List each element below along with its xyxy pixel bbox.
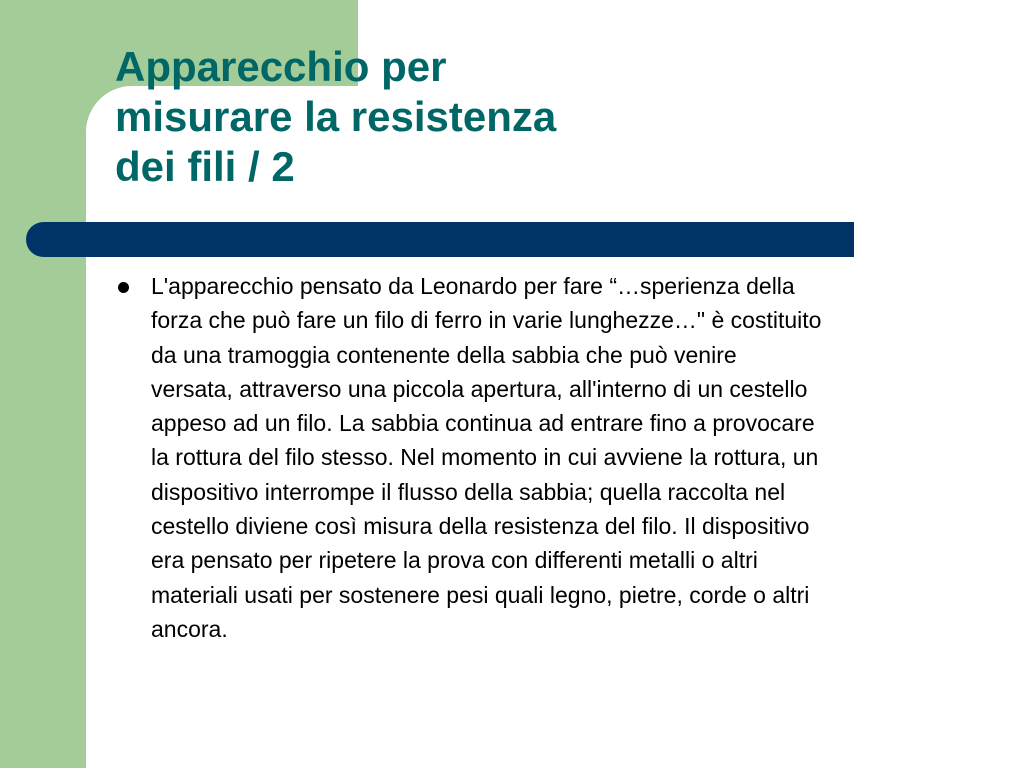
slide-title-line: dei fili / 2 <box>115 143 295 190</box>
bullet-text-line: era pensato per ripetere la prova con differenti metalli o altri <box>151 547 758 574</box>
bullet-text-line: ancora. <box>151 615 228 642</box>
slide-title-line: Apparecchio per <box>115 43 447 90</box>
bullet-text-line: L'apparecchio pensato da Leonardo per fare “…sperienza della <box>151 273 795 299</box>
bullet-text-line: forza che può fare un filo di ferro in varie lunghezze…" è costituito <box>151 307 822 334</box>
bullet-list <box>114 269 994 646</box>
bullet-text-line: versata, attraverso una piccola apertura, all'interno di un cestello <box>151 375 808 402</box>
slide-title-line: misurare la resistenza <box>115 93 557 140</box>
title-underline-bar <box>26 222 854 257</box>
bullet-text-line: materiali usati per sostenere pesi quali legno, pietre, corde o altri <box>151 581 810 608</box>
slide-title <box>115 42 755 192</box>
bullet-text-line: cestello diviene così misura della resistenza del filo. Il dispositivo <box>151 513 810 540</box>
bullet-text-line: appeso ad un filo. La sabbia continua ad entrare fino a provocare <box>151 410 815 437</box>
bullet-text-line: la rottura del filo stesso. Nel momento in cui avviene la rottura, un <box>151 444 819 471</box>
bullet-dot-icon <box>118 282 129 293</box>
bullet-text <box>151 269 994 646</box>
bullet-item <box>114 269 994 646</box>
bullet-text-line: da una tramoggia contenente della sabbia che può venire <box>151 341 737 368</box>
bullet-text-line: dispositivo interrompe il flusso della sabbia; quella raccolta nel <box>151 478 786 505</box>
